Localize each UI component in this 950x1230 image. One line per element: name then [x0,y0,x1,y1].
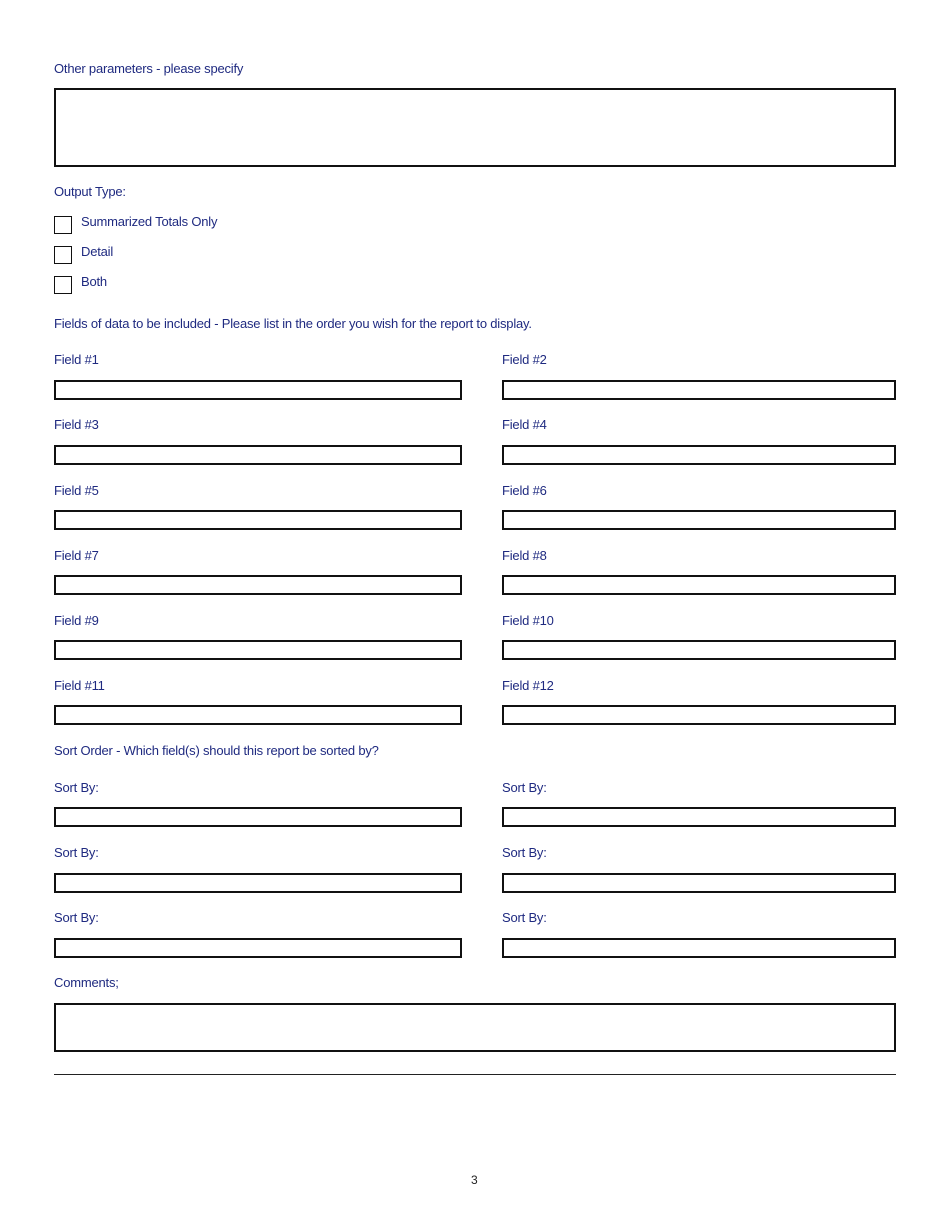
page-number: 3 [471,1173,478,1187]
field-5-label: Field #5 [54,483,99,498]
footer-divider [54,1074,896,1075]
sort-by-5-label: Sort By: [54,910,99,925]
field-1-label: Field #1 [54,352,99,367]
sort-by-1-input[interactable] [54,807,462,827]
field-8-input[interactable] [502,575,896,595]
field-8-label: Field #8 [502,548,547,563]
checkbox-detail[interactable] [54,246,72,264]
sort-order-heading: Sort Order - Which field(s) should this report be sorted by? [54,743,379,758]
field-10-label: Field #10 [502,613,554,628]
sort-by-4-label: Sort By: [502,845,547,860]
field-11-label: Field #11 [54,678,105,693]
comments-textarea[interactable] [54,1003,896,1052]
other-parameters-textarea[interactable] [54,88,896,167]
sort-by-1-label: Sort By: [54,780,99,795]
sort-by-4-input[interactable] [502,873,896,893]
field-6-input[interactable] [502,510,896,530]
sort-by-5-input[interactable] [54,938,462,958]
field-10-input[interactable] [502,640,896,660]
output-type-label: Output Type: [54,184,126,199]
comments-label: Comments; [54,975,119,990]
field-5-input[interactable] [54,510,462,530]
sort-by-2-input[interactable] [502,807,896,827]
field-6-label: Field #6 [502,483,547,498]
field-9-label: Field #9 [54,613,99,628]
field-2-label: Field #2 [502,352,547,367]
field-3-input[interactable] [54,445,462,465]
sort-by-6-label: Sort By: [502,910,547,925]
field-4-label: Field #4 [502,417,547,432]
option-both-label: Both [81,274,107,289]
sort-by-3-input[interactable] [54,873,462,893]
field-2-input[interactable] [502,380,896,400]
field-9-input[interactable] [54,640,462,660]
option-detail-label: Detail [81,244,114,259]
field-3-label: Field #3 [54,417,99,432]
sort-by-6-input[interactable] [502,938,896,958]
field-4-input[interactable] [502,445,896,465]
sort-by-3-label: Sort By: [54,845,99,860]
checkbox-both[interactable] [54,276,72,294]
field-7-label: Field #7 [54,548,99,563]
other-parameters-label: Other parameters - please specify [54,61,244,76]
field-12-input[interactable] [502,705,896,725]
field-7-input[interactable] [54,575,462,595]
field-11-input[interactable] [54,705,462,725]
option-summarized-totals-label: Summarized Totals Only [81,214,218,229]
fields-instructions: Fields of data to be included - Please list in the order you wish for the report to display. [54,316,532,331]
field-12-label: Field #12 [502,678,554,693]
checkbox-summarized-totals[interactable] [54,216,72,234]
field-1-input[interactable] [54,380,462,400]
sort-by-2-label: Sort By: [502,780,547,795]
